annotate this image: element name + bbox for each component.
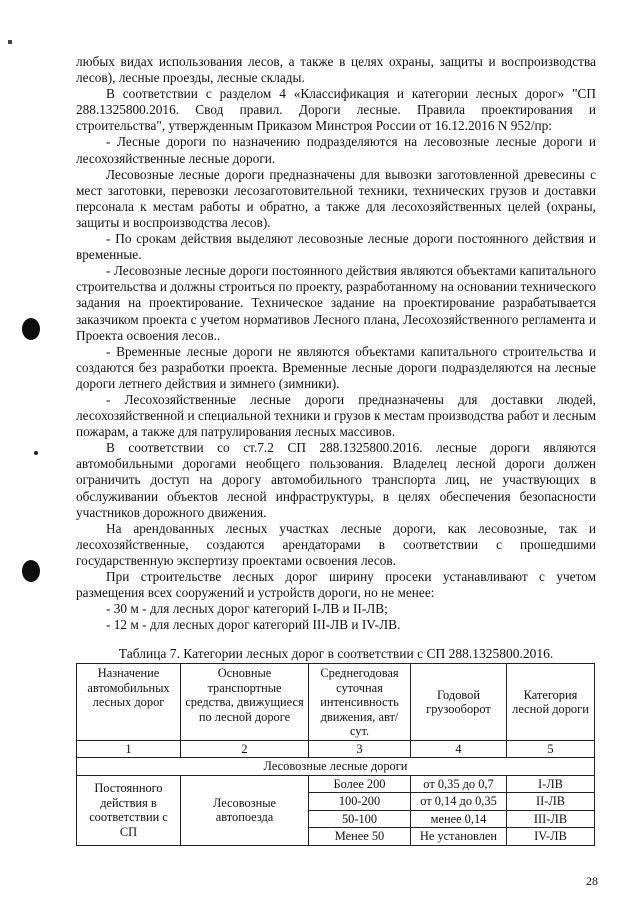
page-number: 28 xyxy=(586,874,598,888)
intensity-cell: Более 200 xyxy=(309,775,411,793)
table-header-cell: Категория лесной дороги xyxy=(507,664,595,741)
paragraph: - Лесовозные лесные дороги постоянного действия являются объектами капитального строительства и должны строиться по проекту, разработанному на основании технического задания на проектирование. Техническое задание на проектирование разрабатывается заказчиком проекта с учетом нормативов Лесного плана, Лесохозяйственного регламента и Проекта освоения лесов.. xyxy=(76,263,596,343)
road-categories-table xyxy=(76,663,595,846)
paragraph: В соответствии со ст.7.2 СП 288.1325800.2016. лесные дороги являются автомобильными дорогами необщего пользования. Владелец лесной дороги должен ограничить доступ на дорогу автомобильного транспорта лиц, не участвующих в обслуживании объектов лесной инфраструктуры, в целях обеспечения безопасности участников дорожного движения. xyxy=(76,440,596,520)
category-cell: IV-ЛВ xyxy=(507,828,595,846)
column-number: 5 xyxy=(507,740,595,758)
table-row xyxy=(77,775,595,793)
section-title: Лесовозные лесные дороги xyxy=(77,758,595,776)
table-section-row xyxy=(77,758,595,776)
body-text xyxy=(76,54,596,633)
table-number-row xyxy=(77,740,595,758)
table-header-row xyxy=(77,664,595,741)
table-header-cell: Среднегодовая суточная интенсивность движения, авт/сут. xyxy=(309,664,411,741)
paragraph: - По срокам действия выделяют лесовозные лесные дороги постоянного действия и временные. xyxy=(76,231,596,263)
paragraph: - Временные лесные дороги не являются объектами капитального строительства и создаются без разработки проекта. Временные лесные дороги подразделяются на лесные дороги летнего действия и зимнего (зимники). xyxy=(76,343,596,391)
column-number: 1 xyxy=(77,740,181,758)
scan-speck xyxy=(8,40,12,44)
column-number: 3 xyxy=(309,740,411,758)
paragraph: - Лесохозяйственные лесные дороги предназначены для доставки людей, лесохозяйственной и специальной техники и грузов к местам производства работ и лесным пожарам, а также для патрулирования лесных массивов. xyxy=(76,391,596,440)
table-header-cell: Основные транспортные средства, движущиеся по лесной дороге xyxy=(181,664,309,741)
column-number: 4 xyxy=(411,740,507,758)
category-cell: I-ЛВ xyxy=(507,775,595,793)
purpose-cell: Постоянного действия в соответствии с СП xyxy=(77,775,181,845)
paragraph: любых видах использования лесов, а также в целях охраны, защиты и воспроизводства лесов), лесные проезды, лесные склады. xyxy=(76,54,596,86)
category-cell: III-ЛВ xyxy=(507,810,595,828)
list-item: - 30 м - для лесных дорог категорий I-ЛВ и II-ЛВ; xyxy=(106,601,388,617)
turnover-cell: менее 0,14 xyxy=(411,810,507,828)
table-header-cell: Годовой грузооборот xyxy=(411,664,507,741)
table-caption: Таблица 7. Категории лесных дорог в соответствии с СП 288.1325800.2016. xyxy=(118,646,554,661)
category-cell: II-ЛВ xyxy=(507,793,595,811)
paragraph: Лесовозные лесные дороги предназначены для вывозки заготовленной древесины с мест заготовки, перевозки лесозаготовительной техники, технических грузов и доставки персонала к местам работы и обратно, а также для лесохозяйственных целей (охраны, защиты и воспроизводства лесов). xyxy=(76,166,596,230)
list-item: - 12 м - для лесных дорог категорий III-ЛВ и IV-ЛВ. xyxy=(106,617,401,633)
turnover-cell: от 0,35 до 0,7 xyxy=(411,775,507,793)
turnover-cell: Не установлен xyxy=(411,828,507,846)
table-header-cell: Назначение автомобильных лесных дорог xyxy=(77,664,181,741)
paragraph: При строительстве лесных дорог ширину просеки устанавливают с учетом размещения всех сооружений и устройств дороги, но не менее: xyxy=(76,569,596,601)
turnover-cell: от 0,14 до 0,35 xyxy=(411,793,507,811)
intensity-cell: 100-200 xyxy=(309,793,411,811)
vehicles-cell: Лесовозные автопоезда xyxy=(181,775,309,845)
paragraph: На арендованных лесных участках лесные дороги, как лесовозные, так и лесохозяйственные, создаются арендаторами в соответствии с прошедшими государственную экспертизу проектами освоения лесов. xyxy=(76,520,596,568)
scan-dot xyxy=(34,451,38,455)
intensity-cell: 50-100 xyxy=(309,810,411,828)
column-number: 2 xyxy=(181,740,309,758)
binder-hole-bottom xyxy=(22,560,40,582)
paragraph: В соответствии с разделом 4 «Классификация и категории лесных дорог» "СП 288.1325800.2016. Свод правил. Дороги лесные. Правила проектирования и строительства", утвержденным Приказом Минстроя России от 16.12.2016 N 952/пр: xyxy=(76,86,596,134)
paragraph: - Лесные дороги по назначению подразделяются на лесовозные лесные дороги и лесохозяйственные лесные дороги. xyxy=(76,134,596,166)
intensity-cell: Менее 50 xyxy=(309,828,411,846)
binder-hole-top xyxy=(22,318,40,340)
